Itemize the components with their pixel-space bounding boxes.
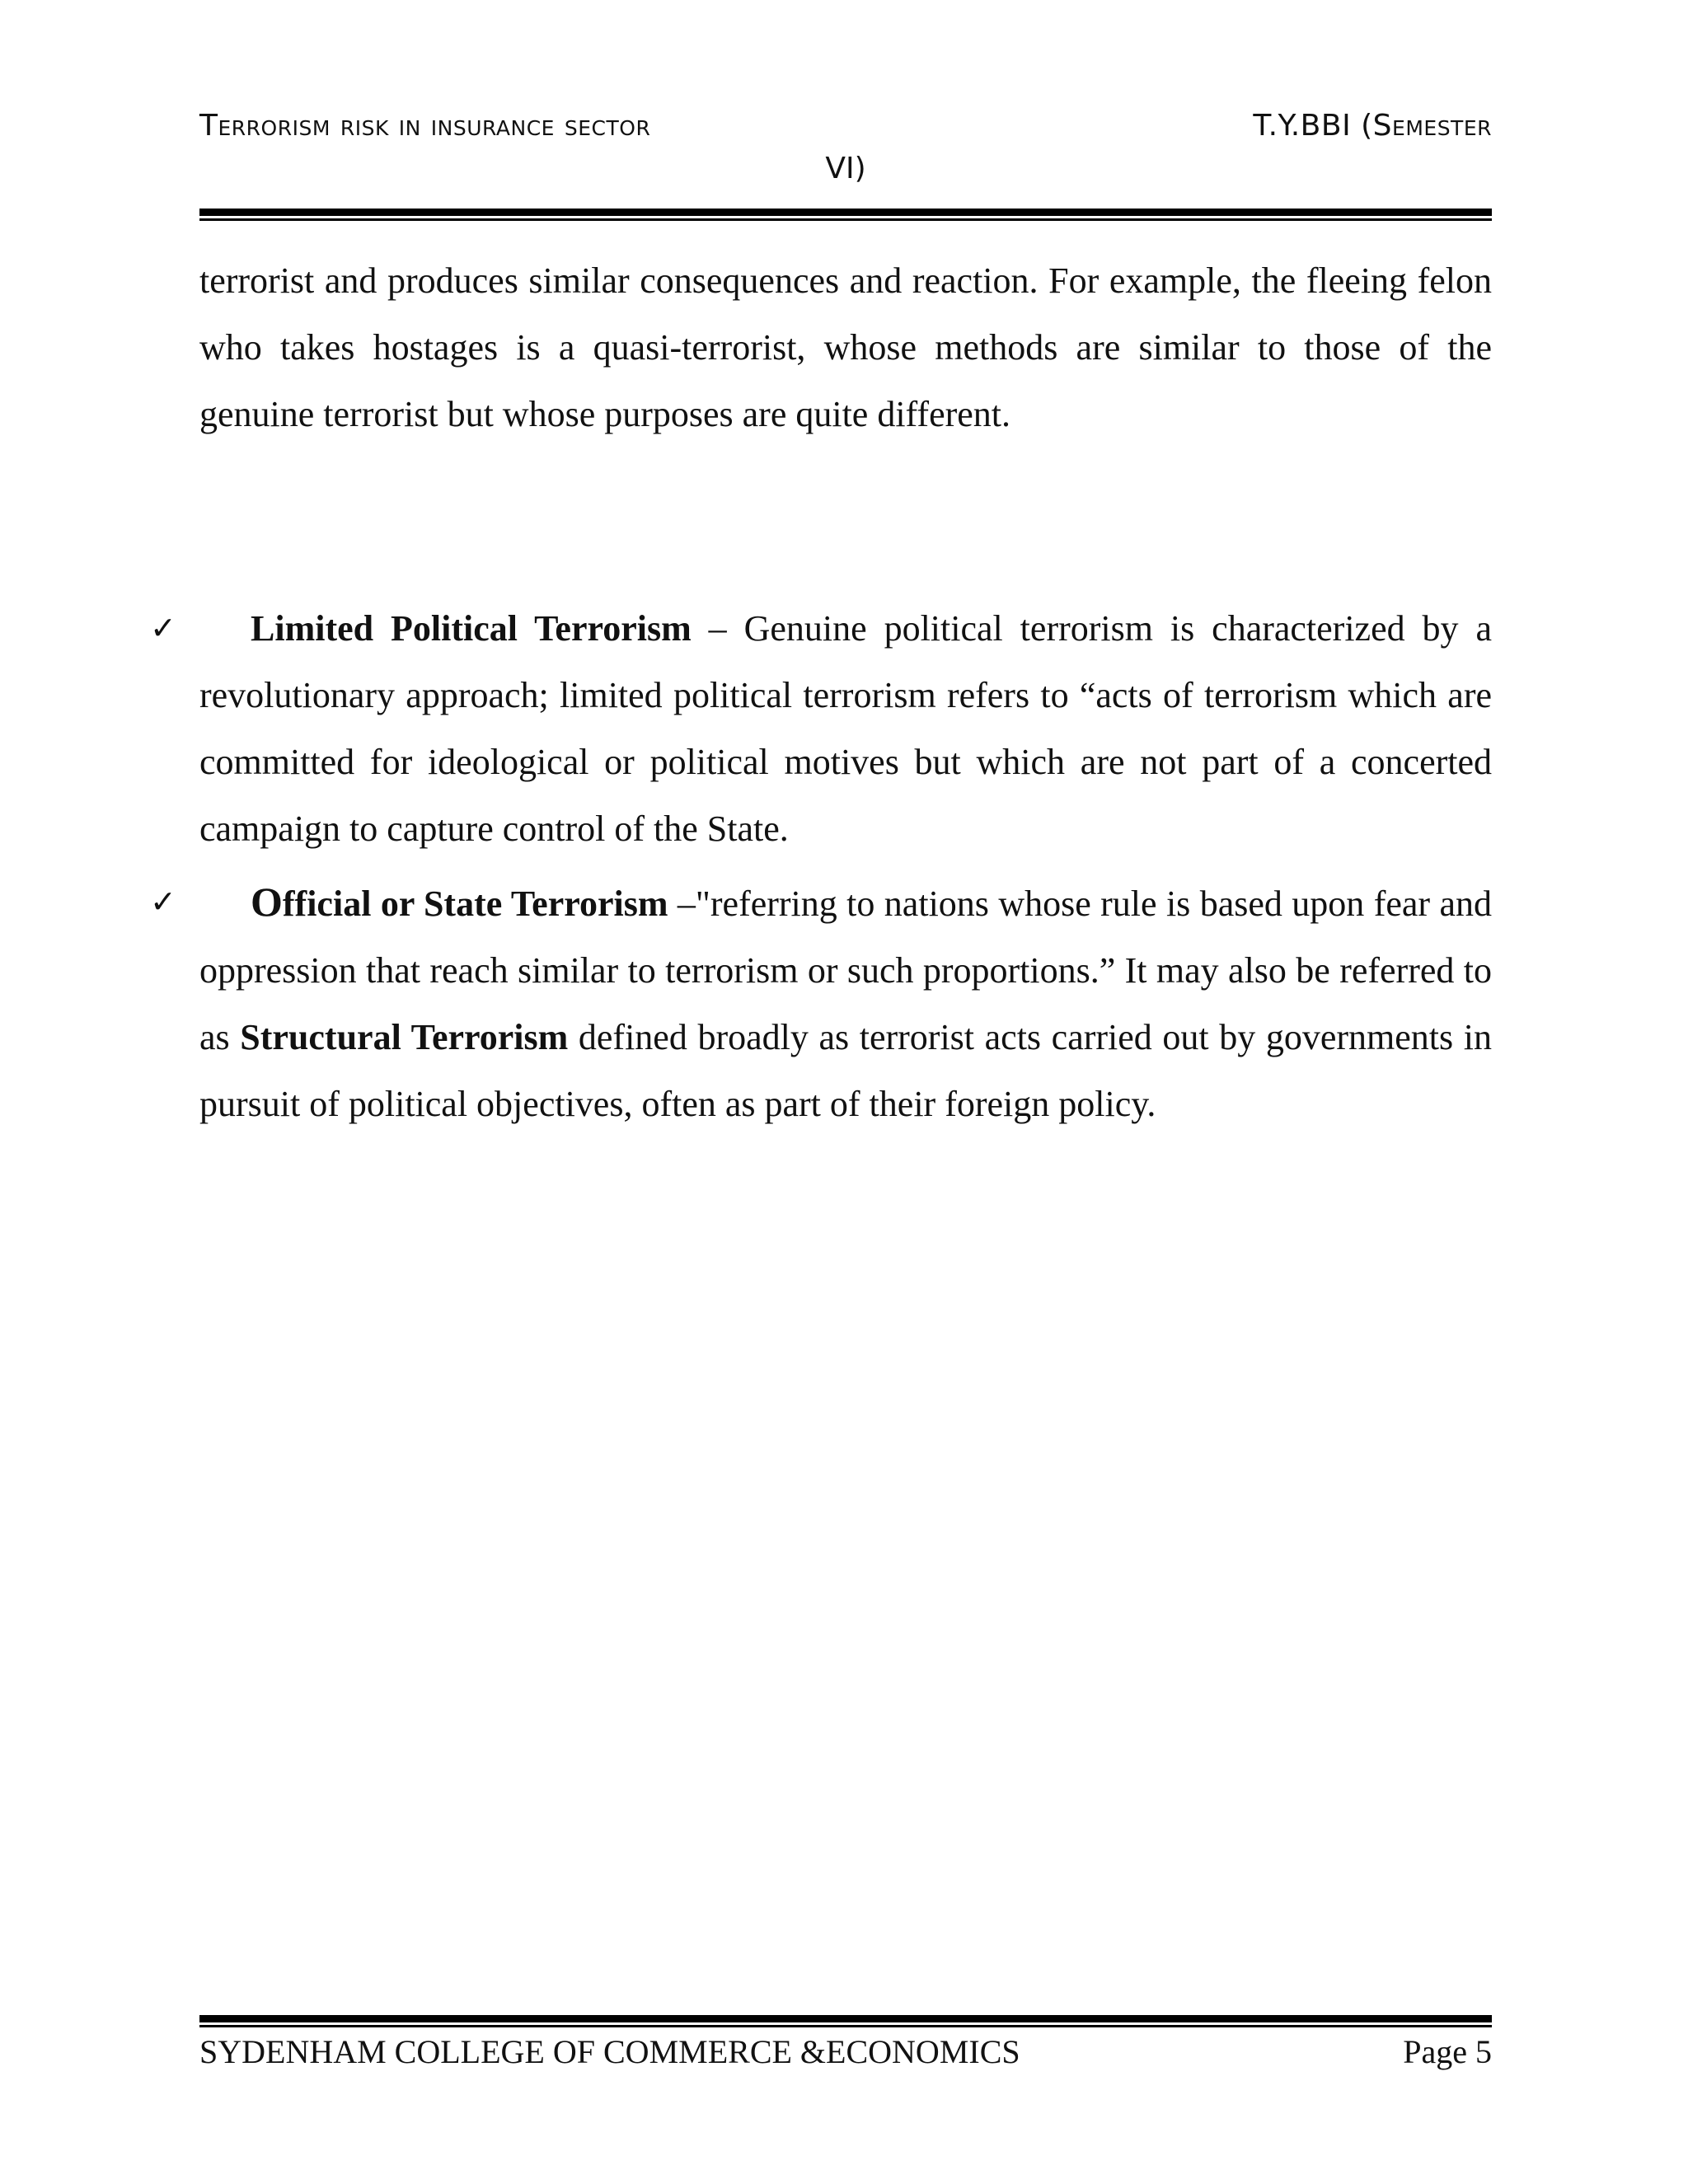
header-title: Terrorism risk in insurance sector [199, 109, 651, 143]
page-number: Page 5 [1403, 2033, 1492, 2070]
header-divider [199, 209, 1492, 221]
paragraph-quasi-terrorism: terrorist and produces similar consequences and reaction. For example, the fleeing felon who takes hostages is a quasi-terrorist, whose methods are similar to those of the genuine terrorist but whose purposes are quite different. [199, 260, 1492, 434]
term-official-state-terrorism: fficial or State Terrorism [282, 883, 668, 924]
checkmark-icon: ✓ [150, 610, 176, 646]
header-course-continuation: VI) [825, 152, 866, 185]
footer-divider [199, 2015, 1492, 2027]
footer-college-name: SYDENHAM COLLEGE OF COMMERCE &ECONOMICS [199, 2033, 1020, 2070]
paragraph-limited-political-terrorism [199, 595, 1492, 862]
definition-text-continued: defined broadly as terrorist acts carried out by governments in pursuit of political objectives, often as part of their foreign policy. [199, 1017, 1492, 1124]
definition-text: – Genuine political terrorism is characterized by a revolutionary approach; limited political terrorism refers to “acts of terrorism which are committed for ideological or political motives but which are not part of a concerted campaign to capture control of the State. [199, 608, 1492, 849]
term-structural-terrorism: Structural Terrorism [240, 1017, 569, 1057]
term-limited-political-terrorism: Limited Political Terrorism [251, 608, 692, 649]
header-course: T.Y.BBI (Semester [1253, 109, 1492, 143]
term-first-letter: O [251, 879, 283, 925]
definition-text: –"referring to nations whose rule is based upon fear and oppression that reach similar to terrorism or such proportions.” It may also be referred to as [199, 883, 1493, 1057]
checkmark-icon: ✓ [150, 883, 176, 920]
paragraph-official-state-terrorism [199, 869, 1492, 1137]
